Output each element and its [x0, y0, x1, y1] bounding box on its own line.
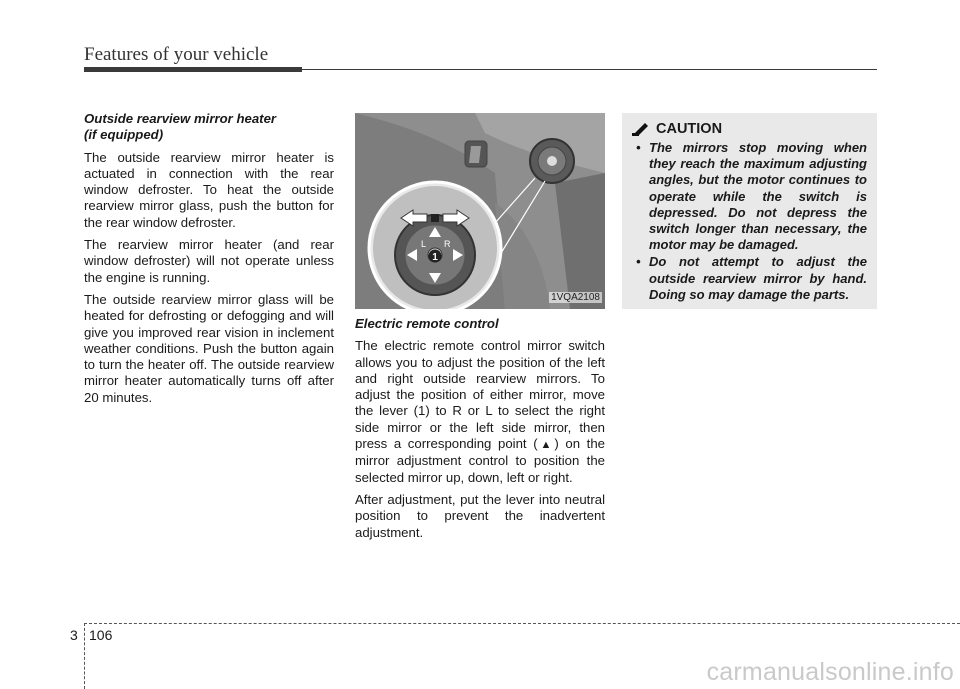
- caution-box: [622, 113, 877, 309]
- switch-label-r: R: [444, 239, 451, 249]
- mirror-switch-illustration: [355, 113, 605, 309]
- heater-paragraph: The outside rearview mirror heater is actuated in connection with the rear window defroster. To heat the outside rearview mirror glass, push the button for the rear window defroster.: [84, 149, 334, 230]
- heater-section-title: [84, 111, 334, 144]
- footer-rule: [84, 623, 960, 624]
- header-rule: [302, 69, 877, 70]
- footer-page-number: 106: [89, 627, 113, 643]
- seat-switch-icon: [465, 141, 487, 167]
- heater-paragraph: The rearview mirror heater (and rear window defroster) will not operate unless the engine is running.: [84, 237, 334, 285]
- remote-paragraph-part: The electric remote control mirror switch allows you to adjust the position of the left and right outside rearview mirrors. To adjust the position of either mirror, move the lever (1) to R or L to select the right side mirror or the left side mirror, then press a corresponding point (: [355, 338, 605, 452]
- caution-list: [632, 140, 867, 303]
- callout-number: 1: [432, 252, 438, 263]
- caution-heading: [632, 121, 867, 137]
- heater-section: [84, 111, 334, 412]
- triangle-symbol-icon: ▲: [537, 439, 555, 452]
- switch-label-l: L: [421, 239, 427, 249]
- caution-heading-text: CAUTION: [656, 121, 723, 137]
- footer-chapter-number: 3: [70, 627, 78, 643]
- header-bar: [84, 67, 302, 72]
- remote-paragraph: [355, 338, 605, 486]
- mirror-switch-figure: [355, 113, 605, 309]
- remote-control-section: [355, 316, 605, 547]
- remote-section-title: Electric remote control: [355, 316, 499, 331]
- remote-paragraph-part: ) on the mirror adjustment control to position the selected mirror up, down, left or right.: [355, 436, 605, 485]
- watermark: carmanualsonline.info: [706, 658, 954, 686]
- heater-title-line1: Outside rearview mirror heater: [84, 111, 277, 126]
- remote-paragraph: After adjustment, put the lever into neutral position to prevent the inadvertent adjustment.: [355, 491, 605, 540]
- figure-caption: 1VQA2108: [551, 292, 600, 303]
- caution-pencil-icon: [632, 122, 650, 136]
- door-mirror-switch-icon: [530, 139, 574, 183]
- mirror-switch-closeup: [369, 182, 501, 309]
- page-header-title: Features of your vehicle: [84, 44, 269, 65]
- footer-divider: [84, 623, 85, 689]
- caution-item: • Do not attempt to adjust the outside rearview mirror by hand. Doing so may damage the parts.: [632, 254, 867, 303]
- heater-paragraph: The outside rearview mirror glass will be heated for defrosting or defogging and will give you improved rear vision in inclement weather conditions. Push the button again to turn the heater off. The outside rearview mirror heater automatically turns off after 20 minutes.: [84, 291, 334, 405]
- caution-item: • The mirrors stop moving when they reach the maximum adjusting angles, but the motor continues to operate while the switch is depressed. Do not depress the switch longer than necessary, the motor may be damaged.: [632, 140, 867, 253]
- heater-title-line2: (if equipped): [84, 127, 164, 143]
